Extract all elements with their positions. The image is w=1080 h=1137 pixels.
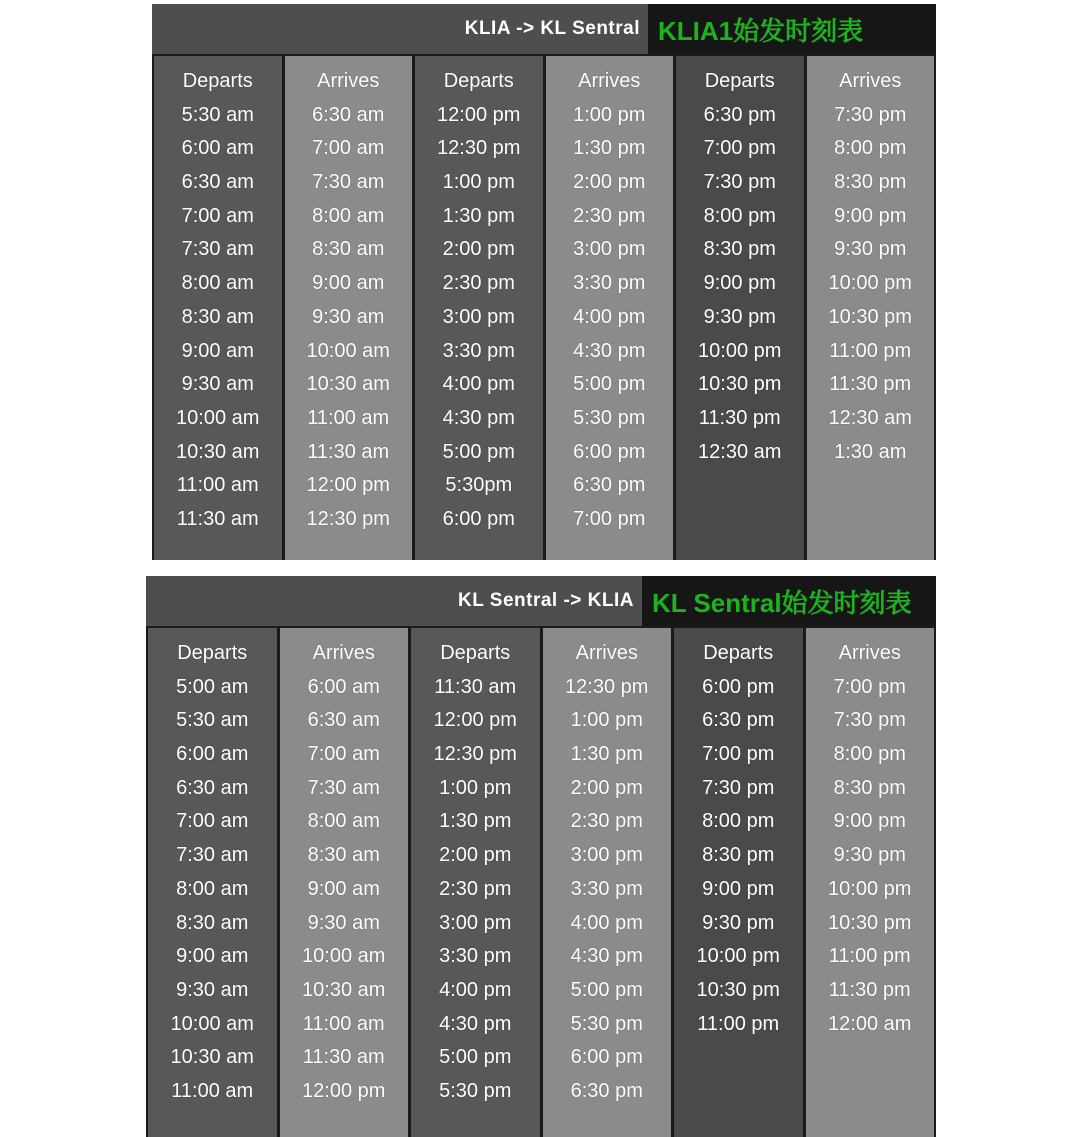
column-header: Arrives [578, 70, 641, 92]
time-cell: 10:00 pm [828, 272, 912, 295]
time-cell: 11:00 am [171, 1079, 254, 1102]
time-cell: 12:30 pm [565, 675, 649, 698]
time-cell: 6:30 pm [573, 474, 646, 497]
time-cell: 2:30 pm [570, 810, 643, 833]
time-cell: 7:30 am [176, 844, 249, 867]
time-cell: 3:00 pm [573, 238, 646, 261]
departs-column [411, 628, 540, 1137]
column-header: Departs [182, 70, 253, 92]
time-cell: 3:30 pm [570, 877, 643, 900]
time-cell: 5:00 am [176, 675, 249, 698]
time-cell: 8:00 am [181, 272, 254, 295]
time-cell: 7:00 am [181, 204, 254, 227]
timetable-columns [154, 56, 934, 560]
time-cell: 7:30 am [181, 238, 254, 261]
time-cell: 5:30 pm [439, 1079, 512, 1102]
time-cell: 1:00 pm [439, 776, 512, 799]
time-cell: 10:00 am [306, 339, 390, 362]
time-cell: 8:00 am [307, 810, 380, 833]
column-header: Departs [703, 642, 774, 664]
time-cell: 9:30 pm [703, 305, 776, 328]
time-cell: 5:00 pm [439, 1046, 512, 1069]
arrives-column [806, 628, 935, 1137]
time-cell: 7:00 pm [573, 507, 646, 530]
time-cell: 6:00 pm [702, 675, 775, 698]
time-cell: 8:00 pm [703, 204, 776, 227]
time-cell: 7:30 pm [702, 776, 775, 799]
time-cell: 9:00 pm [834, 204, 907, 227]
departs-column [676, 56, 804, 560]
timetable-columns [148, 628, 934, 1137]
time-cell: 12:30 am [698, 440, 782, 463]
time-cell: 7:00 am [176, 810, 249, 833]
time-cell: 10:30 am [306, 373, 390, 396]
time-cell: 8:30 pm [702, 844, 775, 867]
time-cell: 5:30 am [176, 709, 249, 732]
time-cell: 7:30 pm [834, 103, 907, 126]
arrives-column [546, 56, 674, 560]
time-cell: 2:30 pm [439, 877, 512, 900]
timetable-kl-sentral-to-klia [146, 576, 936, 1137]
time-cell: 6:30 am [307, 709, 380, 732]
time-cell: 11:00 pm [829, 339, 912, 362]
time-cell: 6:30 am [181, 171, 254, 194]
timetable-header [146, 576, 936, 626]
time-cell: 9:00 am [176, 945, 249, 968]
time-cell: 12:00 pm [302, 1079, 386, 1102]
column-header: Departs [443, 70, 514, 92]
time-cell: 9:30 pm [702, 911, 775, 934]
time-cell: 6:30 am [312, 103, 385, 126]
time-cell: 8:30 am [312, 238, 385, 261]
time-cell: 9:00 pm [833, 810, 906, 833]
time-cell: 1:30 pm [570, 743, 643, 766]
time-cell: 1:00 pm [442, 171, 515, 194]
time-cell: 7:30 am [312, 171, 385, 194]
time-cell: 11:30 am [176, 507, 259, 530]
time-cell: 7:00 am [312, 137, 385, 160]
time-cell: 5:00 pm [570, 978, 643, 1001]
time-cell: 2:30 pm [573, 204, 646, 227]
time-cell: 8:30 am [307, 844, 380, 867]
time-cell: 12:30 am [828, 406, 912, 429]
time-cell: 11:30 pm [698, 406, 781, 429]
time-cell: 10:30 pm [698, 373, 782, 396]
time-cell: 1:30 pm [573, 137, 646, 160]
time-cell: 5:00 pm [573, 373, 646, 396]
timetable-klia-to-kl-sentral [152, 4, 936, 560]
time-cell: 4:30 pm [439, 1012, 512, 1035]
time-cell: 9:30 am [307, 911, 380, 934]
column-header: Arrives [312, 642, 375, 664]
time-cell: 9:00 pm [703, 272, 776, 295]
time-cell: 1:00 pm [570, 709, 643, 732]
departs-column [154, 56, 282, 560]
column-header: Arrives [575, 642, 638, 664]
time-cell: 7:00 am [307, 743, 380, 766]
time-cell: 9:00 pm [702, 877, 775, 900]
route-label: KLIA -> KL Sentral [152, 4, 648, 54]
time-cell: 8:00 pm [834, 137, 907, 160]
time-cell: 1:30 am [834, 440, 907, 463]
time-cell: 11:00 am [302, 1012, 385, 1035]
time-cell: 3:30 pm [439, 945, 512, 968]
arrives-column [543, 628, 672, 1137]
time-cell: 6:30 am [176, 776, 249, 799]
time-cell: 7:00 pm [703, 137, 776, 160]
time-cell: 11:30 am [307, 440, 390, 463]
time-cell: 6:00 am [176, 743, 249, 766]
time-cell: 4:30 pm [570, 945, 643, 968]
time-cell: 6:30 pm [570, 1079, 643, 1102]
time-cell: 5:00 pm [442, 440, 515, 463]
time-cell: 10:00 pm [696, 945, 780, 968]
time-cell: 7:00 pm [833, 675, 906, 698]
time-cell: 9:30 am [176, 978, 249, 1001]
time-cell: 11:00 pm [697, 1012, 780, 1035]
arrives-column [280, 628, 409, 1137]
time-cell: 12:00 am [828, 1012, 912, 1035]
column-header: Arrives [839, 70, 902, 92]
timetable-title: KL Sentral始发时刻表 [642, 576, 936, 626]
time-cell: 9:30 am [312, 305, 385, 328]
time-cell: 6:30 pm [703, 103, 776, 126]
time-cell: 10:30 am [176, 440, 260, 463]
column-header: Departs [177, 642, 248, 664]
time-cell: 9:00 am [181, 339, 254, 362]
time-cell: 10:30 am [302, 978, 386, 1001]
time-cell: 11:00 am [307, 406, 390, 429]
time-cell: 12:30 pm [433, 743, 517, 766]
time-cell: 11:00 am [176, 474, 259, 497]
time-cell: 12:00 pm [306, 474, 390, 497]
time-cell: 10:00 am [176, 406, 260, 429]
column-header: Arrives [317, 70, 380, 92]
time-cell: 9:30 am [181, 373, 254, 396]
column-header: Departs [440, 642, 511, 664]
time-cell: 6:30 pm [702, 709, 775, 732]
time-cell: 8:00 am [312, 204, 385, 227]
time-cell: 10:00 pm [698, 339, 782, 362]
arrives-column [285, 56, 413, 560]
time-cell: 11:30 pm [828, 978, 911, 1001]
time-cell: 3:00 pm [570, 844, 643, 867]
time-cell: 8:30 am [181, 305, 254, 328]
time-cell: 12:00 pm [437, 103, 521, 126]
time-cell: 4:00 pm [442, 373, 515, 396]
time-cell: 6:00 pm [570, 1046, 643, 1069]
time-cell: 9:30 pm [833, 844, 906, 867]
departs-column [148, 628, 277, 1137]
time-cell: 1:00 pm [573, 103, 646, 126]
time-cell: 8:00 pm [833, 743, 906, 766]
time-cell: 2:00 pm [570, 776, 643, 799]
time-cell: 2:00 pm [439, 844, 512, 867]
time-cell: 10:00 am [302, 945, 386, 968]
time-cell: 4:00 pm [570, 911, 643, 934]
time-cell: 5:30 pm [570, 1012, 643, 1035]
time-cell: 10:30 pm [828, 305, 912, 328]
time-cell: 8:30 pm [834, 171, 907, 194]
time-cell: 4:00 pm [573, 305, 646, 328]
departs-column [674, 628, 803, 1137]
time-cell: 5:30 pm [573, 406, 646, 429]
time-cell: 7:00 pm [702, 743, 775, 766]
time-cell: 11:30 am [302, 1046, 385, 1069]
time-cell: 8:30 am [176, 911, 249, 934]
time-cell: 6:00 am [181, 137, 254, 160]
time-cell: 8:30 pm [833, 776, 906, 799]
time-cell: 6:00 pm [573, 440, 646, 463]
time-cell: 7:30 pm [703, 171, 776, 194]
time-cell: 3:00 pm [442, 305, 515, 328]
time-cell: 9:30 pm [834, 238, 907, 261]
time-cell: 5:30 am [181, 103, 254, 126]
time-cell: 6:00 am [307, 675, 380, 698]
time-cell: 4:30 pm [573, 339, 646, 362]
time-cell: 11:30 pm [829, 373, 912, 396]
time-cell: 9:00 am [312, 272, 385, 295]
time-cell: 4:00 pm [439, 978, 512, 1001]
column-header: Arrives [838, 642, 901, 664]
time-cell: 10:30 pm [696, 978, 780, 1001]
route-label: KL Sentral -> KLIA [146, 576, 642, 626]
time-cell: 3:00 pm [439, 911, 512, 934]
time-cell: 2:30 pm [442, 272, 515, 295]
time-cell: 8:30 pm [703, 238, 776, 261]
timetable-title: KLIA1始发时刻表 [648, 4, 936, 54]
time-cell: 1:30 pm [439, 810, 512, 833]
time-cell: 9:00 am [307, 877, 380, 900]
time-cell: 6:00 pm [442, 507, 515, 530]
time-cell: 4:30 pm [442, 406, 515, 429]
time-cell: 10:30 am [170, 1046, 254, 1069]
column-header: Departs [704, 70, 775, 92]
time-cell: 8:00 pm [702, 810, 775, 833]
time-cell: 11:00 pm [828, 945, 911, 968]
time-cell: 12:30 pm [437, 137, 521, 160]
time-cell: 5:30pm [445, 474, 513, 497]
time-cell: 3:30 pm [573, 272, 646, 295]
time-cell: 10:00 pm [828, 877, 912, 900]
departs-column [415, 56, 543, 560]
time-cell: 2:00 pm [573, 171, 646, 194]
time-cell: 7:30 pm [833, 709, 906, 732]
time-cell: 12:00 pm [433, 709, 517, 732]
time-cell: 7:30 am [307, 776, 380, 799]
arrives-column [807, 56, 935, 560]
timetable-header [152, 4, 936, 54]
time-cell: 1:30 pm [442, 204, 515, 227]
time-cell: 3:30 pm [442, 339, 515, 362]
time-cell: 2:00 pm [442, 238, 515, 261]
time-cell: 12:30 pm [306, 507, 390, 530]
time-cell: 11:30 am [434, 675, 517, 698]
time-cell: 10:00 am [170, 1012, 254, 1035]
time-cell: 8:00 am [176, 877, 249, 900]
time-cell: 10:30 pm [828, 911, 912, 934]
